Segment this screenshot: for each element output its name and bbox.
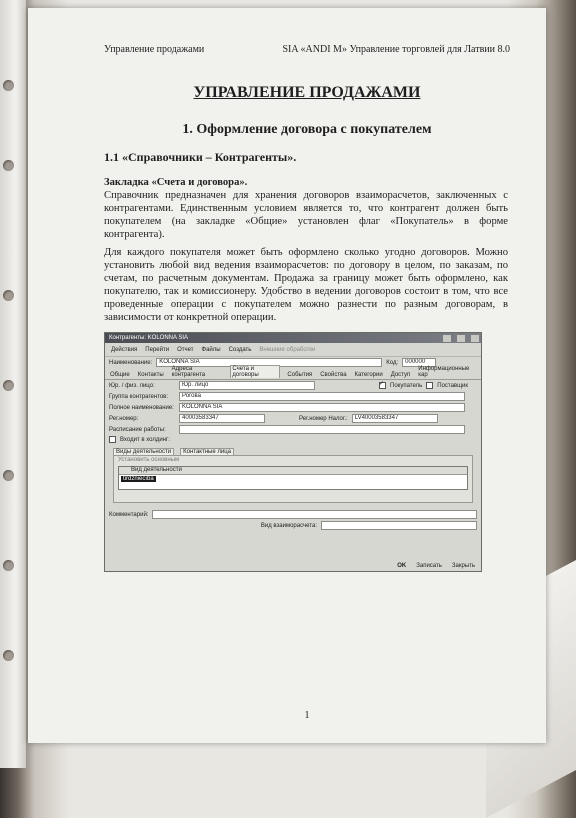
toolbar-report: Отчет [177, 346, 194, 353]
settlement-field [321, 521, 477, 530]
tab-contacts: Контакты [137, 372, 164, 378]
fullname-field: KOLONNA SIA [179, 403, 465, 412]
tab-categories: Категории [354, 372, 383, 378]
code-label: Код: [386, 359, 399, 366]
grid-header: Вид деятельности [119, 467, 467, 475]
holding-checkbox [109, 436, 116, 443]
taxnum-label: Рег.номер Налог.: [299, 415, 348, 422]
section-heading: 1. Оформление договора с покупателем [182, 122, 432, 137]
set-main-button: Установить основным [118, 457, 180, 463]
holding-label: Входит в холдинг: [120, 436, 170, 443]
fullname-label: Полное наименование: [109, 404, 174, 411]
window-title: Контрагенты: KOLONNA SIA [109, 335, 189, 341]
paragraph-2: Для каждого покупателя может быть оформлено сколько угодно договоров. Можно установить любой вид ведения взаиморасчетов: по договору в целом, по заказам, по счетам, по расчетным документам. Продажа за границу может быть оформлено, как покупателю, так и комиссионеру. Удобство в ведении договоров состоит в том, что все проведенные операции с покупателем можно разнести по разным договорам, в зависимости от конкретной операции. [104, 247, 508, 323]
supplier-checkbox [426, 382, 433, 389]
binder-strip [0, 0, 26, 768]
header-right: SIA «ANDI M» Управление торговлей для Латвии 8.0 [282, 44, 510, 55]
save-button: Записать [416, 563, 442, 569]
paragraph-1: Справочник предназначен для хранения договоров взаиморасчетов, заключенных с контрагентами. Единственным условием является то, что контрагент должен быть покупателем (на закладке «Общие» установлен флаг «Покупатель» в форме контрагента). [104, 190, 508, 240]
fullname-row [105, 402, 481, 413]
punch-hole [3, 80, 14, 91]
grid-row [119, 475, 467, 483]
punch-hole [3, 470, 14, 481]
tab-general: Общие [110, 372, 130, 378]
subheading: Закладка «Счета и договора». [104, 177, 248, 188]
group-field: Рогова [179, 392, 465, 401]
close-button: Закрыть [451, 563, 475, 569]
settlement-label: Вид взаиморасчета: [260, 522, 317, 529]
header-left: Управление продажами [104, 44, 205, 55]
schedule-label: Расписание работы: [109, 426, 166, 433]
toolbar-actions: Действия [111, 346, 138, 353]
schedule-field [179, 425, 465, 434]
name-label: Наименование: [109, 359, 153, 366]
kind-label: Юр. / физ. лицо: [109, 382, 155, 389]
subsection-heading: 1.1 «Справочники – Контрагенты». [104, 150, 297, 164]
punch-hole [3, 290, 14, 301]
toolbar [105, 343, 481, 357]
toolbar-create: Создать [228, 346, 252, 353]
grid-row-value: tirdzniecība [123, 476, 154, 482]
regnum-label: Рег.номер: [109, 415, 139, 422]
name-field: KOLONNA SIA [156, 358, 382, 367]
group-row [105, 391, 481, 402]
supplier-label: Поставщик [437, 382, 469, 389]
toolbar-external: Внешние обработки [259, 346, 316, 353]
regnum-field: 40003583347 [179, 414, 265, 423]
buyer-label: Покупатель [390, 382, 423, 389]
punch-hole [3, 650, 14, 661]
kind-row [105, 380, 481, 391]
minimize-icon [443, 335, 451, 342]
running-header [104, 44, 510, 55]
activities-grid [118, 466, 468, 490]
toolbar-files: Файлы [201, 346, 221, 353]
tab-events: События [287, 372, 313, 378]
dialog-buttons [397, 563, 475, 569]
buyer-checkbox [379, 382, 386, 389]
comment-field [152, 510, 477, 519]
schedule-row [105, 424, 481, 435]
kind-field: Юр. лицо [179, 381, 315, 390]
tab-properties: Свойства [320, 372, 347, 378]
window-titlebar [105, 333, 481, 343]
subtab-activities: Виды деятельности [113, 448, 174, 455]
punch-hole [3, 560, 14, 571]
subtab-contacts: Контактные лица [180, 448, 234, 455]
toolbar-goto: Перейти [145, 346, 170, 353]
activities-panel [113, 455, 473, 503]
code-field: 000000 [402, 358, 436, 367]
close-icon [471, 335, 479, 342]
tab-addresses: Адреса контрагента [171, 366, 206, 378]
holding-row [105, 435, 481, 444]
group-label: Группа контрагентов: [109, 393, 169, 400]
document-page [28, 8, 546, 743]
comment-row [105, 509, 481, 520]
page-title: УПРАВЛЕНИЕ ПРОДАЖАМИ [193, 84, 421, 101]
settlement-row [105, 520, 481, 531]
sub-tabs [105, 446, 481, 455]
maximize-icon [457, 335, 465, 342]
embedded-screenshot [104, 332, 482, 572]
page-number: 1 [304, 710, 310, 721]
tab-info: Информационные кар [418, 366, 470, 378]
regnum-row [105, 413, 481, 424]
form-tabs [105, 368, 481, 380]
punch-hole [3, 380, 14, 391]
tab-accounts: Счета и договоры [230, 365, 280, 378]
ok-button: OK [397, 563, 407, 569]
tab-access: Доступ [390, 372, 411, 378]
taxnum-field: LV40003583347 [352, 414, 438, 423]
punch-hole [3, 160, 14, 171]
comment-label: Комментарий: [109, 511, 149, 518]
